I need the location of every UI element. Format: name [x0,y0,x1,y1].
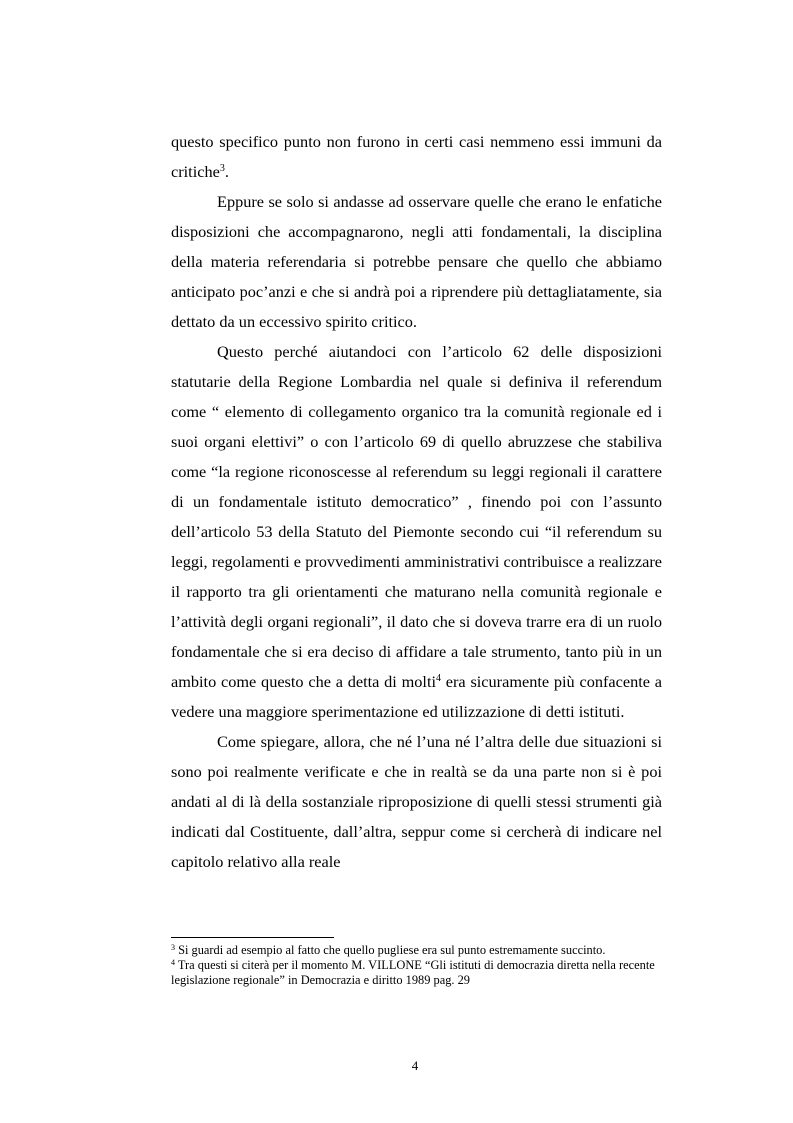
body-text [171,127,662,877]
footnote-4: $^4$ Tra questi si citerà per il momento M. VILLONE “Gli istituti di democrazia diretta nella recente legislazione regionale” in Democrazia e diritto 1989 pag. 29 [171,958,655,987]
footnote-marker-3: 3 [171,943,175,952]
paragraph-2: Eppure se solo si andasse ad osservare quelle che erano le enfatiche disposizioni che accompagnarono, negli atti fondamentali, la disciplina della materia referendaria si potrebbe pensare che quello che abbiamo anticipato poc’anzi e che si andrà poi a riprendere più dettagliatamente, sia dettato da un eccessivo spirito critico. [171,192,662,331]
paragraph-4: Come spiegare, allora, che né l’una né l’altra delle due situazioni si sono poi realmente verificate e che in realtà se da una parte non si è poi andati al di là della sostanziale riproposizione di quelli stessi strumenti già indicati dal Costituente, dall’altra, seppur come si cercherà di indicare nel capitolo relativo alla reale [171,732,662,871]
footnote-3: $^3$ Si guardi ad esempio al fatto che quello pugliese era sul punto estremamente succinto. [171,943,606,957]
footnote-marker-4: 4 [171,958,175,967]
footnote-separator [171,937,334,938]
paragraph-3: Questo perché aiutandoci con l’articolo 62 delle disposizioni statutarie della Regione Lombardia nel quale si definiva il referendum come “ elemento di collegamento organico tra la comunità regionale ed i suoi organi elettivi” o con l’articolo 69 di quello abruzzese che stabiliva come “la regione riconoscesse al referendum su leggi regionali il carattere di un fondamentale istituto democratico” , finendo poi con l’assunto dell’articolo 53 della Statuto del Piemonte secondo cui “il referendum su leggi, regolamenti e provvedimenti amministrativi contribuisce a realizzare il rapporto tra gli orientamenti che maturano nella comunità regionale e l’attività degli organi regionali”, il dato che si doveva trarre era di un ruolo fondamentale che si era deciso di affidare a tale strumento, tanto più in un ambito come questo che a detta di molti$^4$ era sicuramente più confacente a vedere una maggiore sperimentazione ed utilizzazione di detti istituti. [171,342,662,721]
footnote-ref-4: 4 [436,673,441,684]
page-number: 4 [411,1058,419,1073]
footnotes [171,943,666,988]
footnote-ref-3: 3 [219,163,225,174]
paragraph-1: questo specifico punto non furono in certi casi nemmeno essi immuni da critiche$^3$. [171,132,662,181]
